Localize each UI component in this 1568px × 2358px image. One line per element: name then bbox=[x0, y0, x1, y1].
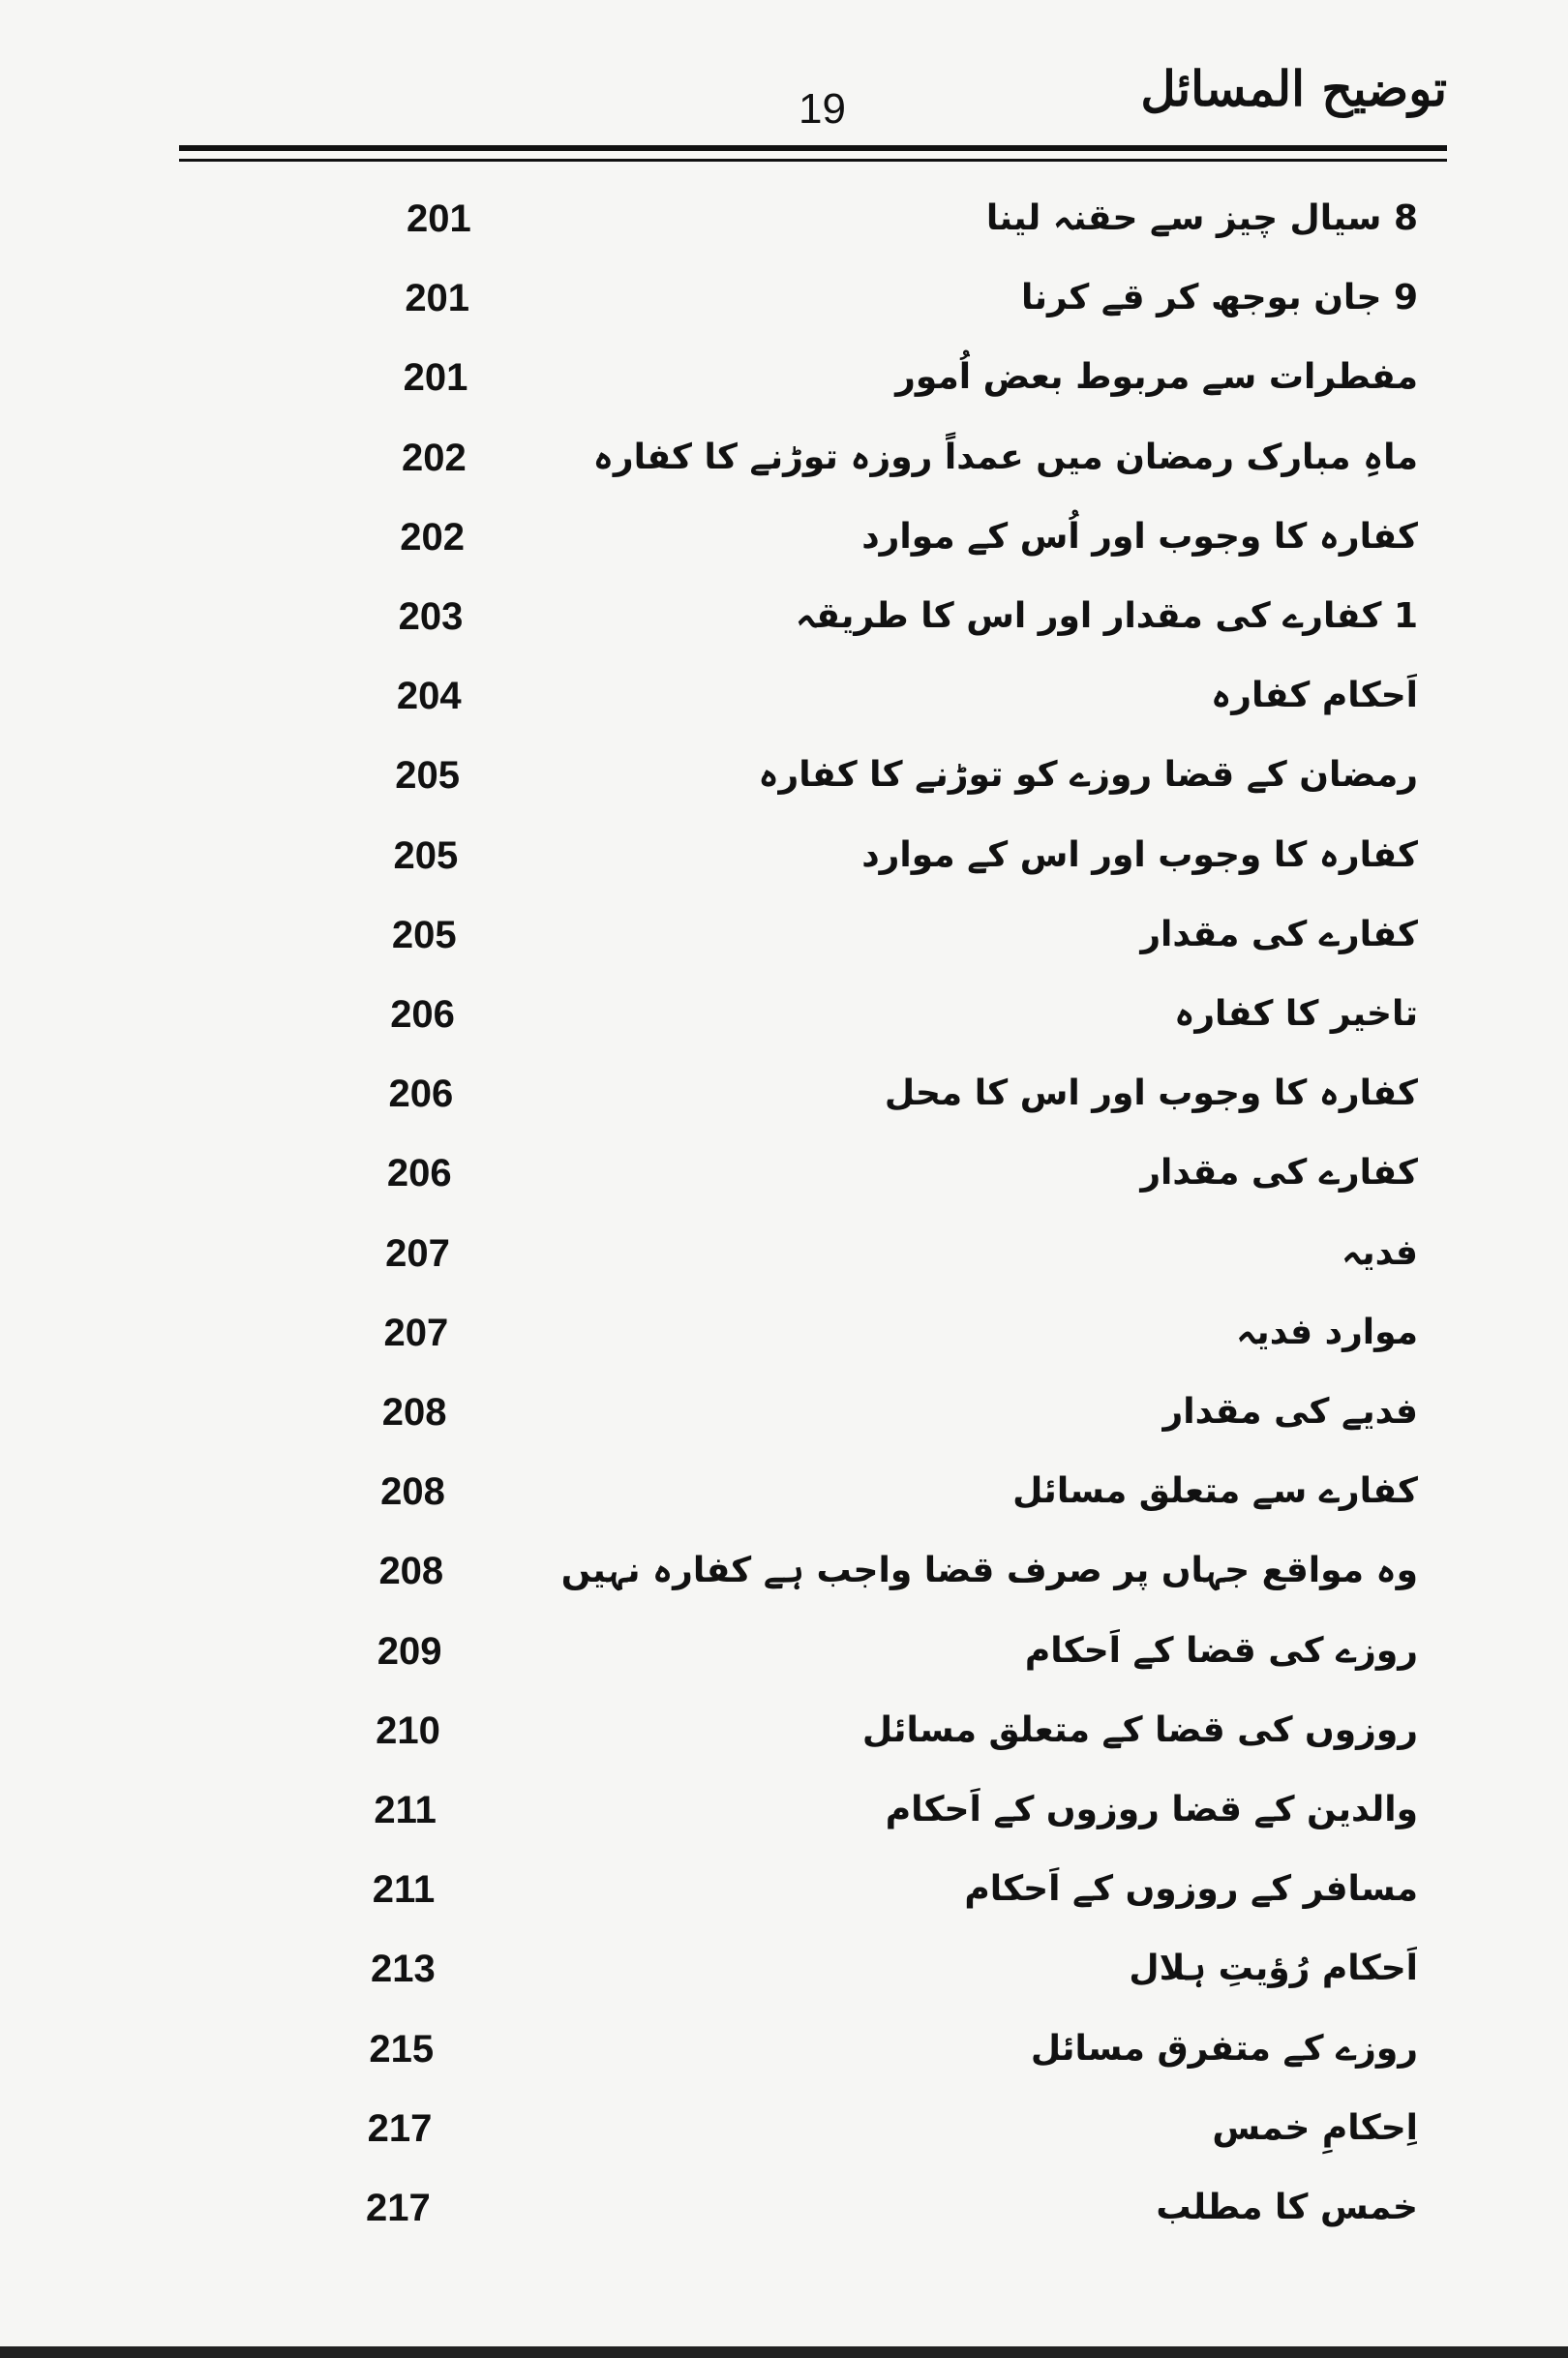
toc-entry-title: کفارہ کا وجوب اور اس کے موارد bbox=[861, 834, 1418, 875]
toc-entry-page-number: 204 bbox=[396, 675, 462, 718]
toc-entry-page-number: 217 bbox=[367, 2106, 433, 2150]
toc-entry bbox=[0, 906, 1568, 964]
toc-entry-page-number: 207 bbox=[383, 1311, 449, 1354]
toc-entry-page-number: 211 bbox=[372, 1868, 436, 1912]
toc-entry-page-number: 205 bbox=[391, 913, 457, 956]
toc-entry bbox=[0, 269, 1568, 327]
toc-entry-page-number: 210 bbox=[376, 1708, 440, 1752]
toc-entry bbox=[0, 1065, 1568, 1123]
toc-entry-page-number: 206 bbox=[388, 1073, 454, 1116]
toc-entry-title: کفارہ کا وجوب اور اُس کے موارد bbox=[861, 516, 1418, 557]
toc-entry-title: 8 سیال چیز سے حقنہ لینا bbox=[985, 198, 1418, 238]
toc-entry bbox=[0, 1542, 1568, 1600]
toc-entry-page-number: 209 bbox=[377, 1629, 442, 1673]
toc-entry-page-number: 207 bbox=[385, 1231, 450, 1275]
toc-entry bbox=[0, 985, 1568, 1043]
toc-entry-page-number: 202 bbox=[401, 436, 467, 479]
running-header-title: توضیح المسائل bbox=[1140, 60, 1447, 117]
toc-entry bbox=[0, 1224, 1568, 1283]
toc-entry bbox=[0, 827, 1568, 885]
toc-entry-page-number: 208 bbox=[381, 1391, 447, 1434]
header-rule-thin bbox=[179, 159, 1447, 162]
toc-entry-page-number: 217 bbox=[366, 2187, 431, 2229]
toc-entry-title: اِحکامِ خمس bbox=[1212, 2107, 1418, 2148]
toc-entry-title: مسافر کے روزوں کے اَحکام bbox=[964, 1869, 1418, 1910]
toc-entry-title: فدیہ bbox=[1342, 1232, 1418, 1273]
toc-entry bbox=[0, 1463, 1568, 1521]
toc-entry-page-number: 208 bbox=[380, 1470, 445, 1514]
toc-entry-title: کفارے سے متعلق مسائل bbox=[1012, 1471, 1418, 1512]
toc-entry-title: 9 جان بوجھ کر قے کرنا bbox=[1021, 278, 1418, 318]
toc-entry bbox=[0, 2179, 1568, 2237]
header-rule-thick bbox=[179, 145, 1447, 151]
toc-entry bbox=[0, 1304, 1568, 1362]
toc-entry-page-number: 205 bbox=[395, 754, 460, 798]
toc-entry bbox=[0, 1702, 1568, 1760]
toc-entry-title: وہ مواقع جہاں پر صرف قضا واجب ہے کفارہ نہیں bbox=[560, 1551, 1418, 1591]
toc-entry bbox=[0, 1383, 1568, 1441]
toc-entry-page-number: 202 bbox=[400, 515, 466, 559]
toc-entry-page-number: 211 bbox=[374, 1789, 437, 1831]
toc-entry-title: مفطرات سے مربوط بعض اُمور bbox=[895, 357, 1418, 398]
toc-entry-title: خمس کا مطلب bbox=[1156, 2188, 1418, 2227]
toc-entry bbox=[0, 1144, 1568, 1202]
page-number: 19 bbox=[799, 85, 846, 133]
toc-entry-title: موارد فدیہ bbox=[1236, 1312, 1418, 1352]
toc-entry bbox=[0, 2100, 1568, 2158]
toc-entry-title: کفارے کی مقدار bbox=[1140, 914, 1418, 954]
toc-entry-page-number: 213 bbox=[371, 1948, 436, 1991]
toc-entry-title: کفارے کی مقدار bbox=[1140, 1153, 1418, 1194]
toc-entry-page-number: 201 bbox=[405, 277, 470, 320]
toc-entry-title: تاخیر کا کفارہ bbox=[1174, 994, 1418, 1034]
toc-entry-page-number: 201 bbox=[407, 197, 471, 240]
toc-entry bbox=[0, 746, 1568, 804]
toc-entry-title: رمضان کے قضا روزے کو توڑنے کا کفارہ bbox=[758, 755, 1418, 796]
toc-entry-title: کفارہ کا وجوب اور اس کا محل bbox=[884, 1073, 1418, 1114]
toc-entry bbox=[0, 190, 1568, 248]
toc-entry bbox=[0, 1860, 1568, 1919]
toc-entry-title: اَحکام کفارہ bbox=[1211, 676, 1418, 716]
toc-entry-title: ماہِ مبارک رمضان میں عمداً روزہ توڑنے کا کفارہ bbox=[592, 437, 1418, 477]
toc-entry bbox=[0, 588, 1568, 646]
toc-entry-title: فدیے کی مقدار bbox=[1162, 1392, 1418, 1432]
toc-entry bbox=[0, 429, 1568, 487]
toc-entry bbox=[0, 2020, 1568, 2078]
toc-entry-title: 1 کفارے کی مقدار اور اس کا طریقہ bbox=[795, 596, 1418, 636]
toc-entry-page-number: 206 bbox=[390, 993, 455, 1036]
toc-entry-page-number: 208 bbox=[378, 1550, 444, 1593]
toc-entry-title: والدین کے قضا روزوں کے اَحکام bbox=[885, 1790, 1418, 1829]
toc-entry-title: روزے کے متفرق مسائل bbox=[1030, 2028, 1418, 2069]
toc-entry-page-number: 201 bbox=[403, 356, 468, 400]
page-bottom-edge bbox=[0, 2346, 1568, 2358]
toc-entry-page-number: 203 bbox=[398, 595, 464, 638]
toc-entry-page-number: 215 bbox=[369, 2027, 435, 2071]
toc-entry-title: روزوں کی قضا کے متعلق مسائل bbox=[861, 1709, 1418, 1750]
toc-entry bbox=[0, 348, 1568, 407]
toc-entry-page-number: 205 bbox=[393, 833, 459, 877]
toc-entry bbox=[0, 1940, 1568, 1998]
toc-entry-page-number: 206 bbox=[386, 1152, 452, 1195]
toc-entry bbox=[0, 508, 1568, 566]
toc-entry bbox=[0, 1781, 1568, 1839]
toc-entry bbox=[0, 1622, 1568, 1680]
toc-entry-title: روزے کی قضا کے اَحکام bbox=[1024, 1630, 1418, 1671]
toc-entry-title: اَحکام رُؤیتِ ہلال bbox=[1129, 1949, 1418, 1989]
toc-entry bbox=[0, 667, 1568, 725]
